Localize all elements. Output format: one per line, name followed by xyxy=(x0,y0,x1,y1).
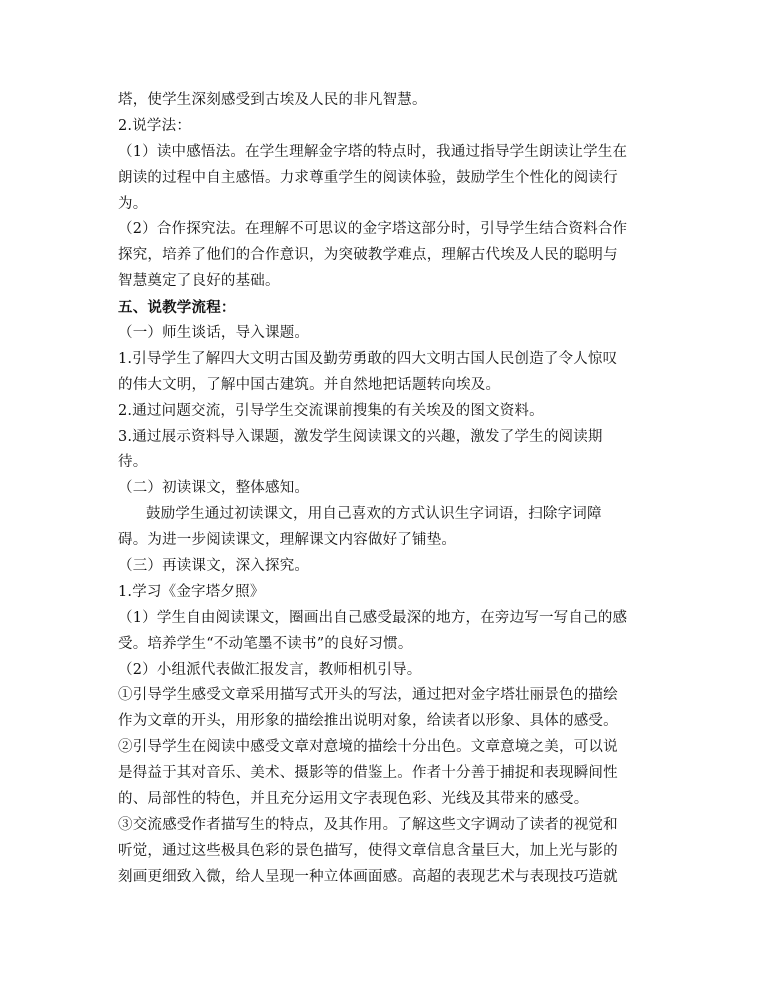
text-line: 听觉，通过这些极具色彩的景色描写，使得文章信息含量巨大，加上光与影的 xyxy=(118,842,618,859)
text-line: 为。 xyxy=(118,195,148,212)
text-line: 碍。为进一步阅读课文，理解课文内容做好了铺垫。 xyxy=(118,532,457,549)
text-line: 2.说学法： xyxy=(118,117,192,134)
text-line: （1）学生自由阅读课文，圈画出自己感受最深的地方，在旁边写一写自己的感 xyxy=(118,609,628,626)
text-line: 1.学习《金字塔夕照》 xyxy=(118,583,265,600)
text-line: 的伟大文明，了解中国古建筑。并自然地把话题转向埃及。 xyxy=(118,376,501,393)
text-line: ①引导学生感受文章采用描写式开头的写法，通过把对金字塔壮丽景色的描绘 xyxy=(118,687,618,704)
text-line: 1.引导学生了解四大文明古国及勤劳勇敢的四大文明古国人民创造了令人惊叹 xyxy=(118,350,618,367)
text-line: （1）读中感悟法。在学生理解金字塔的特点时，我通过指导学生朗读让学生在 xyxy=(118,143,628,160)
text-line: 的、局部性的特色，并且充分运用文字表现色彩、光线及其带来的感受。 xyxy=(118,791,589,808)
text-line: 朗读的过程中自主感悟。力求尊重学生的阅读体验，鼓励学生个性化的阅读行 xyxy=(118,169,618,186)
text-line: ②引导学生在阅读中感受文章对意境的描绘十分出色。文章意境之美，可以说 xyxy=(118,739,618,756)
text-line: 受。培养学生“不动笔墨不读书”的良好习惯。 xyxy=(118,635,413,652)
text-line: 3.通过展示资料导入课题，激发学生阅读课文的兴趣，激发了学生的阅读期 xyxy=(118,428,603,445)
text-line: 作为文章的开头，用形象的描绘推出说明对象，给读者以形象、具体的感受。 xyxy=(118,713,618,730)
text-line: （三）再读课文，深入探究。 xyxy=(118,558,310,575)
text-line: 是得益于其对音乐、美术、摄影等的借鉴上。作者十分善于捕捉和表现瞬间性 xyxy=(118,765,618,782)
text-line: （2）合作探究法。在理解不可思议的金字塔这部分时，引导学生结合资料合作 xyxy=(118,221,628,238)
text-line: 探究，培养了他们的合作意识，为突破教学难点，理解古代埃及人民的聪明与 xyxy=(118,247,618,264)
text-line: 2.通过问题交流，引导学生交流课前搜集的有关埃及的图文资料。 xyxy=(118,402,544,419)
text-line: （二）初读课文，整体感知。 xyxy=(118,480,310,497)
text-line: （一）师生谈话，导入课题。 xyxy=(118,325,310,342)
text-line: （2）小组派代表做汇报发言，教师相机引导。 xyxy=(118,661,422,678)
text-line: 待。 xyxy=(118,454,148,471)
text-line: 鼓励学生通过初读课文，用自己喜欢的方式认识生字词语，扫除字词障 xyxy=(146,506,602,523)
section-heading: 五、说教学流程： xyxy=(118,299,236,317)
text-line: 刻画更细致入微，给人呈现一种立体画面感。高超的表现艺术与表现技巧造就 xyxy=(118,868,618,885)
text-line: 智慧奠定了良好的基础。 xyxy=(118,273,280,290)
document-page xyxy=(118,88,663,891)
text-line: ③交流感受作者描写生的特点，及其作用。了解这些文字调动了读者的视觉和 xyxy=(118,816,618,833)
text-line: 塔，使学生深刻感受到古埃及人民的非凡智慧。 xyxy=(118,92,427,108)
